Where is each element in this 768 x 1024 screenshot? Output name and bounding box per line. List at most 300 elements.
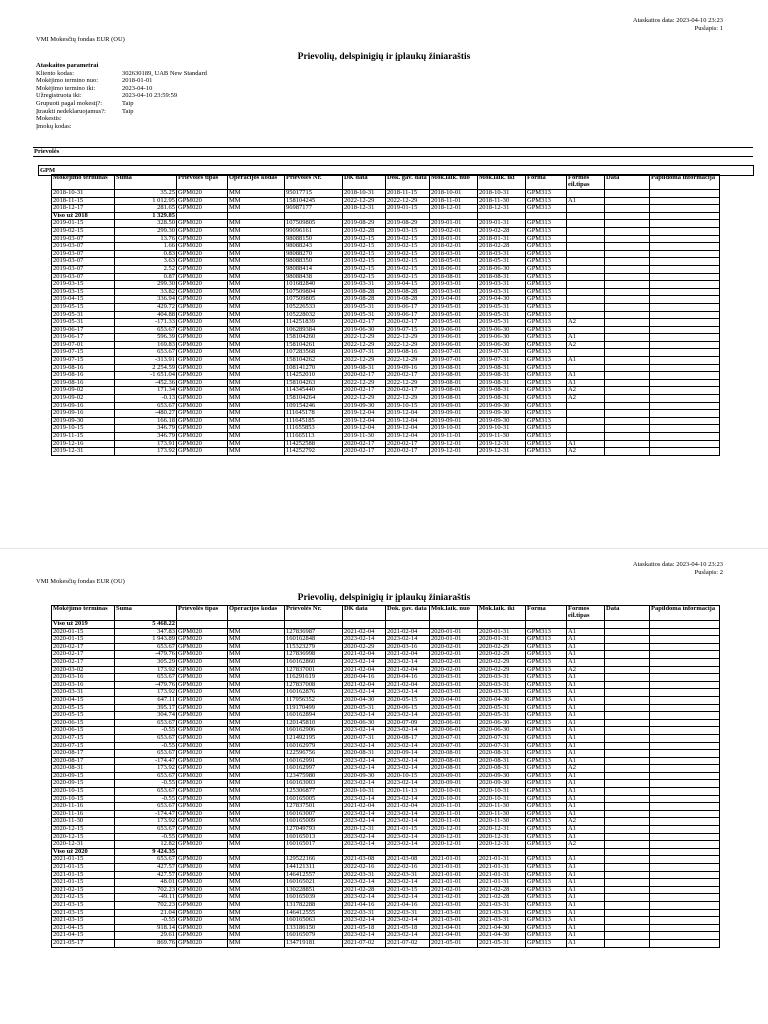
column-header: Dok. gav. data (386, 175, 430, 190)
table-row (52, 765, 720, 773)
table-cell (605, 734, 650, 742)
table-cell (526, 848, 567, 856)
year-total-row (52, 848, 720, 856)
year-total-row (52, 212, 720, 220)
table-cell: 2022-12-29 (386, 341, 430, 349)
table-cell: A1 (567, 643, 605, 651)
table-cell: A1 (567, 803, 605, 811)
table-cell: 2020-03-16 (52, 681, 115, 689)
table-row (52, 689, 720, 697)
table-cell: 2020-10-01 (430, 795, 478, 803)
table-cell (650, 939, 720, 947)
table-row (52, 704, 720, 712)
table-cell (343, 848, 386, 856)
table-cell: 2019-07-01 (430, 357, 478, 365)
table-row (52, 932, 720, 940)
table-cell: GPM020 (177, 235, 228, 243)
table-cell (650, 879, 720, 887)
table-cell: GPM020 (177, 871, 228, 879)
table-cell: 2020-06-01 (430, 719, 478, 727)
table-cell: 2020-02-17 (52, 643, 115, 651)
table-cell: MM (228, 704, 285, 712)
table-cell: 160165017 (285, 841, 343, 849)
table-cell: 98088150 (285, 235, 343, 243)
table-cell: 2019-09-30 (478, 402, 526, 410)
table-cell: 2021-04-15 (52, 924, 115, 932)
table-cell: 2019-02-15 (386, 235, 430, 243)
table-cell: MM (228, 227, 285, 235)
table-cell (567, 205, 605, 213)
table-cell: 2018-10-01 (430, 190, 478, 198)
table-cell: MM (228, 636, 285, 644)
table-cell: 2 254.59 (115, 364, 177, 372)
table-cell: MM (228, 334, 285, 342)
table-cell: 160165039 (285, 894, 343, 902)
table-cell: A1 (567, 886, 605, 894)
table-cell: 120145810 (285, 719, 343, 727)
table-cell: 2019-02-15 (386, 250, 430, 258)
table-cell: 2021-07-02 (386, 939, 430, 947)
table-cell: MM (228, 681, 285, 689)
table-cell: 346.79 (115, 433, 177, 441)
table-cell: 653.67 (115, 826, 177, 834)
column-header: Mokėjimo terminas (52, 606, 115, 621)
table-cell: 2019-09-16 (52, 410, 115, 418)
table-cell: 2021-05-18 (386, 924, 430, 932)
table-cell: 2018-03-01 (430, 250, 478, 258)
table-header-row (52, 606, 720, 621)
table-cell: GPM313 (526, 894, 567, 902)
table-cell (567, 621, 605, 629)
table-cell: MM (228, 689, 285, 697)
table-cell: MM (228, 220, 285, 228)
table-cell: -49.11 (115, 894, 177, 902)
table-cell: MM (228, 894, 285, 902)
table-cell: 158104264 (285, 395, 343, 403)
table-cell: 2020-01-15 (52, 628, 115, 636)
table-cell: 2020-07-01 (430, 734, 478, 742)
table-cell: 2021-02-04 (343, 681, 386, 689)
table-cell: 2023-02-14 (343, 795, 386, 803)
table-cell: GPM313 (526, 334, 567, 342)
table-cell: 2020-12-01 (430, 826, 478, 834)
table-row (52, 410, 720, 418)
table-cell: A1 (567, 924, 605, 932)
table-cell (605, 917, 650, 925)
table-cell (650, 917, 720, 925)
table-cell: 127837008 (285, 681, 343, 689)
table-cell: GPM020 (177, 696, 228, 704)
table-cell: GPM313 (526, 681, 567, 689)
table-cell (650, 712, 720, 720)
table-cell (650, 281, 720, 289)
table-row (52, 387, 720, 395)
table-cell: 2019-09-01 (430, 410, 478, 418)
table-row (52, 757, 720, 765)
table-cell: 2019-08-28 (343, 296, 386, 304)
table-cell: 2019-03-15 (52, 288, 115, 296)
table-cell: 114252792 (285, 448, 343, 456)
table-row (52, 818, 720, 826)
table-cell: GPM020 (177, 334, 228, 342)
table-row (52, 939, 720, 947)
table-cell: MM (228, 197, 285, 205)
table-cell (605, 341, 650, 349)
table-cell: 2019-02-15 (386, 273, 430, 281)
table-cell: 2020-08-31 (478, 757, 526, 765)
table-cell: 653.67 (115, 326, 177, 334)
table-cell: 2019-07-15 (52, 357, 115, 365)
table-cell: 347.83 (115, 628, 177, 636)
table-cell (605, 410, 650, 418)
table-cell: 2019-11-15 (52, 433, 115, 441)
table-cell: 2020-03-01 (430, 689, 478, 697)
table-cell: MM (228, 235, 285, 243)
table-cell: GPM313 (526, 433, 567, 441)
table-cell: A2 (567, 818, 605, 826)
table-cell: 2019-06-30 (478, 326, 526, 334)
table-cell: 2019-01-15 (52, 220, 115, 228)
table-cell: GPM020 (177, 719, 228, 727)
table-cell: 2020-02-17 (386, 387, 430, 395)
table-cell (650, 296, 720, 304)
table-row (52, 417, 720, 425)
table-cell: 158104245 (285, 197, 343, 205)
table-cell: 2020-07-15 (52, 734, 115, 742)
table-cell: 2023-02-14 (343, 833, 386, 841)
table-row (52, 803, 720, 811)
table-cell: -0.55 (115, 795, 177, 803)
table-cell (650, 772, 720, 780)
table-cell: A2 (567, 319, 605, 327)
table-cell: 2021-03-31 (478, 917, 526, 925)
table-cell: GPM313 (526, 917, 567, 925)
table-cell: GPM313 (526, 448, 567, 456)
table-cell: 2019-02-15 (386, 243, 430, 251)
table-cell: 101682840 (285, 281, 343, 289)
table-cell: 2021-04-16 (386, 901, 430, 909)
table-cell (605, 772, 650, 780)
table-cell (650, 871, 720, 879)
table-cell (605, 689, 650, 697)
table-cell: MM (228, 379, 285, 387)
table-cell: 2018-06-30 (478, 265, 526, 273)
table-cell (650, 265, 720, 273)
table-cell: GPM313 (526, 939, 567, 947)
table-cell: 158104260 (285, 334, 343, 342)
table-cell (650, 258, 720, 266)
table-cell (650, 704, 720, 712)
table-cell: 2018-10-31 (478, 190, 526, 198)
table-cell: 122596756 (285, 750, 343, 758)
table-row (52, 750, 720, 758)
table-cell: 2019-05-01 (430, 303, 478, 311)
table-cell: 304.74 (115, 712, 177, 720)
table-cell: 2021-02-04 (343, 628, 386, 636)
table-cell: 2021-01-01 (430, 864, 478, 872)
table-cell: 2020-02-17 (343, 372, 386, 380)
table-cell: GPM020 (177, 243, 228, 251)
table-cell: GPM313 (526, 258, 567, 266)
table-cell: 173.91 (115, 440, 177, 448)
report-title: Prievolių, delspinigių ir įplaukų žiniaraštis (297, 593, 471, 603)
table-cell: MM (228, 856, 285, 864)
table-cell: 2019-02-15 (343, 273, 386, 281)
table-cell: GPM313 (526, 643, 567, 651)
table-cell (650, 212, 720, 220)
table-cell: 2019-01-01 (430, 220, 478, 228)
table-cell: 119170499 (285, 704, 343, 712)
table-cell: 2021-04-01 (430, 924, 478, 932)
table-cell: MM (228, 273, 285, 281)
table-cell: A2 (567, 387, 605, 395)
table-cell: 2022-12-29 (386, 334, 430, 342)
table-cell: 2023-02-14 (386, 810, 430, 818)
table-cell: GPM313 (526, 265, 567, 273)
table-cell: 160165005 (285, 795, 343, 803)
table-cell (177, 848, 228, 856)
table-cell: 2019-09-02 (52, 387, 115, 395)
table-cell: GPM313 (526, 273, 567, 281)
table-cell: 2023-02-14 (386, 727, 430, 735)
table-cell (567, 349, 605, 357)
table-cell: A1 (567, 750, 605, 758)
table-cell: GPM020 (177, 879, 228, 887)
table-cell: 2020-12-01 (430, 833, 478, 841)
table-cell: 2020-11-13 (386, 788, 430, 796)
table-cell: 107509805 (285, 220, 343, 228)
table-cell: -1 651.04 (115, 372, 177, 380)
table-cell (605, 924, 650, 932)
table-cell: 2020-06-30 (478, 719, 526, 727)
table-cell: 2021-01-15 (52, 871, 115, 879)
table-cell: 13.76 (115, 235, 177, 243)
table-cell (285, 848, 343, 856)
table-cell: GPM020 (177, 395, 228, 403)
table-cell (478, 212, 526, 220)
table-cell: 2023-02-14 (386, 818, 430, 826)
table-cell: GPM313 (526, 795, 567, 803)
table-cell (605, 871, 650, 879)
table-cell: GPM313 (526, 628, 567, 636)
table-cell: GPM313 (526, 296, 567, 304)
table-cell: 2021-03-08 (343, 856, 386, 864)
table-cell: 2019-03-31 (343, 281, 386, 289)
table-cell: 2023-02-14 (343, 879, 386, 887)
table-cell: 2019-08-16 (386, 349, 430, 357)
table-cell: 2019-02-28 (478, 227, 526, 235)
table-cell: GPM020 (177, 742, 228, 750)
table-cell: GPM020 (177, 924, 228, 932)
table-cell (605, 864, 650, 872)
table-cell: 336.94 (115, 296, 177, 304)
table-cell (650, 621, 720, 629)
table-cell (650, 235, 720, 243)
table-cell (605, 227, 650, 235)
table-cell (650, 425, 720, 433)
table-cell: 2020-02-01 (430, 651, 478, 659)
table-cell (650, 250, 720, 258)
table-cell (650, 402, 720, 410)
table-cell: 106289384 (285, 326, 343, 334)
table-cell (605, 780, 650, 788)
table-cell: 328.50 (115, 220, 177, 228)
table-cell (650, 886, 720, 894)
table-cell: 2019-12-16 (52, 440, 115, 448)
table-cell: 2020-04-16 (386, 674, 430, 682)
table-cell: 281.65 (115, 205, 177, 213)
table-cell: 2018-08-01 (430, 273, 478, 281)
table-cell: 133186150 (285, 924, 343, 932)
table-row (52, 795, 720, 803)
table-cell: 127836987 (285, 628, 343, 636)
table-cell: 869.76 (115, 939, 177, 947)
table-cell: MM (228, 205, 285, 213)
table-cell: 2018-10-31 (343, 190, 386, 198)
table-cell: GPM020 (177, 765, 228, 773)
table-cell: 2019-02-01 (430, 227, 478, 235)
table-cell (650, 788, 720, 796)
table-cell: A1 (567, 712, 605, 720)
table-row (52, 894, 720, 902)
table-cell (605, 372, 650, 380)
table-cell: 111665113 (285, 433, 343, 441)
table-cell: 107509804 (285, 288, 343, 296)
table-cell: 2021-02-28 (478, 886, 526, 894)
table-cell (605, 205, 650, 213)
table-cell: 596.39 (115, 334, 177, 342)
table-cell: 2018-11-01 (430, 197, 478, 205)
table-cell: 2020-10-31 (478, 788, 526, 796)
table-cell (650, 848, 720, 856)
table-cell: GPM020 (177, 643, 228, 651)
table-cell: 158104263 (285, 379, 343, 387)
table-cell: 127836998 (285, 651, 343, 659)
table-row (52, 341, 720, 349)
table-cell: 2020-05-15 (386, 696, 430, 704)
table-cell: A1 (567, 372, 605, 380)
table-cell: 2021-05-31 (478, 939, 526, 947)
fund-name: VMI Mokesčių fondas EUR (OU) (36, 36, 125, 43)
table-cell (650, 636, 720, 644)
table-cell: GPM313 (526, 719, 567, 727)
table-cell: 2019-04-01 (430, 296, 478, 304)
table-cell: 2020-04-15 (52, 696, 115, 704)
table-cell: 2019-12-04 (386, 425, 430, 433)
table-cell: 2021-03-15 (386, 886, 430, 894)
table-cell: 2020-09-15 (52, 780, 115, 788)
table-row (52, 712, 720, 720)
table-cell (567, 190, 605, 198)
table-cell: 2023-02-14 (386, 833, 430, 841)
table-cell (605, 190, 650, 198)
table-cell (605, 643, 650, 651)
table-cell: GPM313 (526, 197, 567, 205)
table-cell: 2019-08-01 (430, 379, 478, 387)
table-row (52, 334, 720, 342)
parameter-row (36, 100, 207, 108)
table-cell: 2019-05-31 (478, 303, 526, 311)
table-cell: GPM313 (526, 727, 567, 735)
table-cell (605, 387, 650, 395)
year-total-label: Viso už 2019 (52, 621, 115, 629)
table-cell (650, 901, 720, 909)
table-cell: 2020-11-01 (430, 818, 478, 826)
table-row (52, 856, 720, 864)
table-cell: A1 (567, 628, 605, 636)
table-cell (605, 311, 650, 319)
table-cell: 2021-04-15 (52, 932, 115, 940)
table-cell: 2020-12-31 (478, 833, 526, 841)
table-cell: GPM313 (526, 326, 567, 334)
table-cell (567, 402, 605, 410)
table-cell: 2019-02-15 (343, 258, 386, 266)
table-cell: GPM020 (177, 364, 228, 372)
table-cell: 395.17 (115, 704, 177, 712)
table-cell: GPM020 (177, 227, 228, 235)
table-cell: MM (228, 341, 285, 349)
column-header: Suma (115, 175, 177, 190)
table-cell: 2023-02-14 (386, 689, 430, 697)
table-cell: 2019-03-31 (478, 288, 526, 296)
table-cell: 171.34 (115, 387, 177, 395)
table-cell: GPM020 (177, 932, 228, 940)
table-cell: 2018-12-31 (343, 205, 386, 213)
table-cell: 2023-02-14 (386, 757, 430, 765)
table-cell: 2019-10-31 (478, 425, 526, 433)
table-cell (650, 780, 720, 788)
table-cell: 2019-02-15 (52, 227, 115, 235)
table-cell: 2019-08-16 (52, 364, 115, 372)
table-cell: 2020-03-31 (478, 681, 526, 689)
table-row (52, 357, 720, 365)
table-row (52, 886, 720, 894)
table-cell (605, 296, 650, 304)
table-cell (605, 788, 650, 796)
table-cell: GPM313 (526, 765, 567, 773)
table-cell: A1 (567, 780, 605, 788)
table-row (52, 205, 720, 213)
table-cell: 2019-11-30 (478, 433, 526, 441)
table-cell: 2019-05-01 (430, 311, 478, 319)
table-cell (228, 621, 285, 629)
table-cell: 2021-01-01 (430, 856, 478, 864)
report-page-2 (0, 556, 768, 1024)
column-header: Mok.laik. iki (478, 606, 526, 621)
table-cell: GPM313 (526, 734, 567, 742)
table-cell: 146412555 (285, 909, 343, 917)
table-cell: 2023-02-14 (343, 636, 386, 644)
parameter-row (36, 123, 207, 131)
table-cell (650, 417, 720, 425)
table-cell: 2021-01-15 (52, 856, 115, 864)
table-cell: 2022-12-29 (386, 357, 430, 365)
table-cell: 2021-02-04 (343, 651, 386, 659)
table-cell (650, 220, 720, 228)
table-cell: 653.67 (115, 750, 177, 758)
table-cell: 2020-02-17 (343, 440, 386, 448)
table-cell: A1 (567, 871, 605, 879)
table-cell: 2023-02-14 (386, 932, 430, 940)
parameter-row (36, 85, 207, 93)
table-cell: 33.82 (115, 288, 177, 296)
table-cell: 115323279 (285, 643, 343, 651)
table-cell: MM (228, 734, 285, 742)
table-cell: 2022-12-29 (343, 395, 386, 403)
table-cell: GPM020 (177, 757, 228, 765)
table-cell: 2019-09-30 (52, 417, 115, 425)
table-cell: 2021-02-28 (478, 894, 526, 902)
